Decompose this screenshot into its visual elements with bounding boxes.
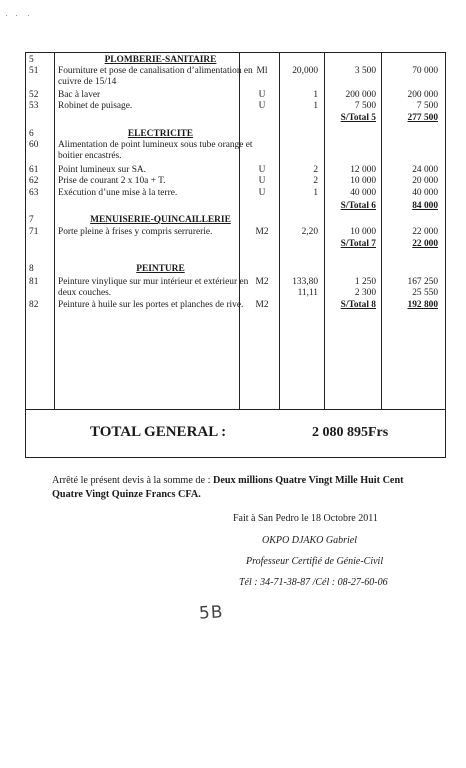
item-unit-price: 10 000	[350, 176, 376, 186]
item-number: 60	[29, 140, 39, 150]
item-unit: U	[258, 176, 266, 186]
section-number: 6	[29, 129, 34, 139]
item-unit-price: 2 300	[354, 288, 376, 298]
item-description: Robinet de puisage.	[58, 101, 133, 111]
subtotal-label: S/Total 6	[340, 201, 376, 211]
item-unit: U	[258, 188, 266, 198]
item-description: Point lumineux sur SA.	[58, 165, 147, 175]
grand-total-label: TOTAL GENERAL :	[90, 424, 227, 440]
item-unit-price: 1 250	[354, 277, 376, 287]
item-description: Peinture vinylique sur mur intérieur et extérieur en deux couches.	[58, 277, 249, 298]
item-description: Exécution d’une mise à la terre.	[58, 188, 178, 198]
item-total: 200 000	[407, 90, 438, 100]
scan-specks	[4, 14, 38, 18]
item-quantity: 2,20	[301, 227, 318, 237]
item-quantity: 133,80	[292, 277, 318, 287]
item-quantity: 11,11	[297, 288, 318, 298]
section-title: ELECTRICITE	[127, 129, 194, 139]
place-date: Fait à San Pedro le 18 Octobre 2011	[233, 513, 378, 524]
item-description: Porte pleine à frises y compris serrurerie.	[58, 227, 213, 237]
item-unit-price: 10 000	[350, 227, 376, 237]
item-number: 51	[29, 66, 39, 76]
item-description: Bac à laver	[58, 90, 101, 100]
item-total: 7 500	[416, 101, 438, 111]
subtotal-value: 84 000	[412, 201, 438, 211]
item-quantity: 20,000	[292, 66, 318, 76]
column-divider	[54, 53, 55, 409]
item-number: 53	[29, 101, 39, 111]
closing-statement	[52, 474, 412, 502]
item-description: Fourniture et pose de canalisation d’alimentation en cuivre de 15/14	[58, 66, 253, 87]
section-number: 8	[29, 264, 34, 274]
item-unit: M2	[255, 227, 269, 237]
item-quantity: 1	[313, 90, 318, 100]
grand-total-box	[25, 410, 446, 458]
item-description: Prise de courant 2 x 10a + T.	[58, 176, 166, 186]
item-total: 20 000	[412, 176, 438, 186]
handwritten-note: 5B	[198, 602, 224, 624]
estimate-table	[25, 52, 446, 410]
subtotal-value: 192 800	[407, 300, 438, 310]
item-number: 52	[29, 90, 39, 100]
item-unit: M2	[255, 300, 269, 310]
section-number: 7	[29, 215, 34, 225]
item-unit: U	[258, 90, 266, 100]
item-total: 167 250	[407, 277, 438, 287]
item-unit: Ml	[256, 66, 268, 76]
item-total: 24 000	[412, 165, 438, 175]
signatory-phone: Tél : 34-71-38-87 /Cél : 08-27-60-06	[239, 577, 388, 588]
subtotal-value: 277 500	[407, 113, 438, 123]
item-description: Peinture à huile sur les portes et planches de rive.	[58, 300, 244, 310]
section-title: PEINTURE	[136, 264, 185, 274]
subtotal-label: S/Total 5	[340, 113, 376, 123]
item-unit-price: 12 000	[350, 165, 376, 175]
subtotal-value: 22 000	[412, 239, 438, 249]
item-quantity: 1	[313, 101, 318, 111]
signatory-title: Professeur Certifié de Génie-Civil	[246, 556, 384, 567]
item-unit-price: 3 500	[354, 66, 376, 76]
item-number: 82	[29, 300, 39, 310]
section-title: PLOMBERIE-SANITAIRE	[104, 55, 217, 65]
amount-in-words: Deux millions Quatre Vingt Mille Huit Cent Quatre Vingt Quinze Francs CFA.	[52, 475, 404, 500]
subtotal-label: S/Total 8	[340, 300, 376, 310]
item-unit-price: 40 000	[350, 188, 376, 198]
item-total: 22 000	[412, 227, 438, 237]
item-unit: U	[258, 165, 266, 175]
grand-total-value: 2 080 895Frs	[312, 425, 389, 440]
item-number: 61	[29, 165, 39, 175]
item-number: 63	[29, 188, 39, 198]
subtotal-label: S/Total 7	[340, 239, 376, 249]
item-number: 81	[29, 277, 39, 287]
section-title: MENUISERIE-QUINCAILLERIE	[90, 215, 231, 225]
item-total: 70 000	[412, 66, 438, 76]
item-total: 25 550	[412, 288, 438, 298]
item-total: 40 000	[412, 188, 438, 198]
item-unit: M2	[255, 277, 269, 287]
item-quantity: 2	[313, 165, 318, 175]
item-number: 71	[29, 227, 39, 237]
signatory-name: OKPO DJAKO Gabriel	[262, 535, 357, 546]
item-quantity: 1	[313, 188, 318, 198]
item-unit-price: 200 000	[345, 90, 376, 100]
section-number: 5	[29, 55, 34, 65]
item-number: 62	[29, 176, 39, 186]
closing-prefix: Arrêté le présent devis à la somme de :	[52, 475, 213, 486]
item-unit: U	[258, 101, 266, 111]
item-unit-price: 7 500	[354, 101, 376, 111]
item-quantity: 2	[313, 176, 318, 186]
item-description: Alimentation de point lumineux sous tube orange et boitier encastrés.	[58, 140, 253, 161]
